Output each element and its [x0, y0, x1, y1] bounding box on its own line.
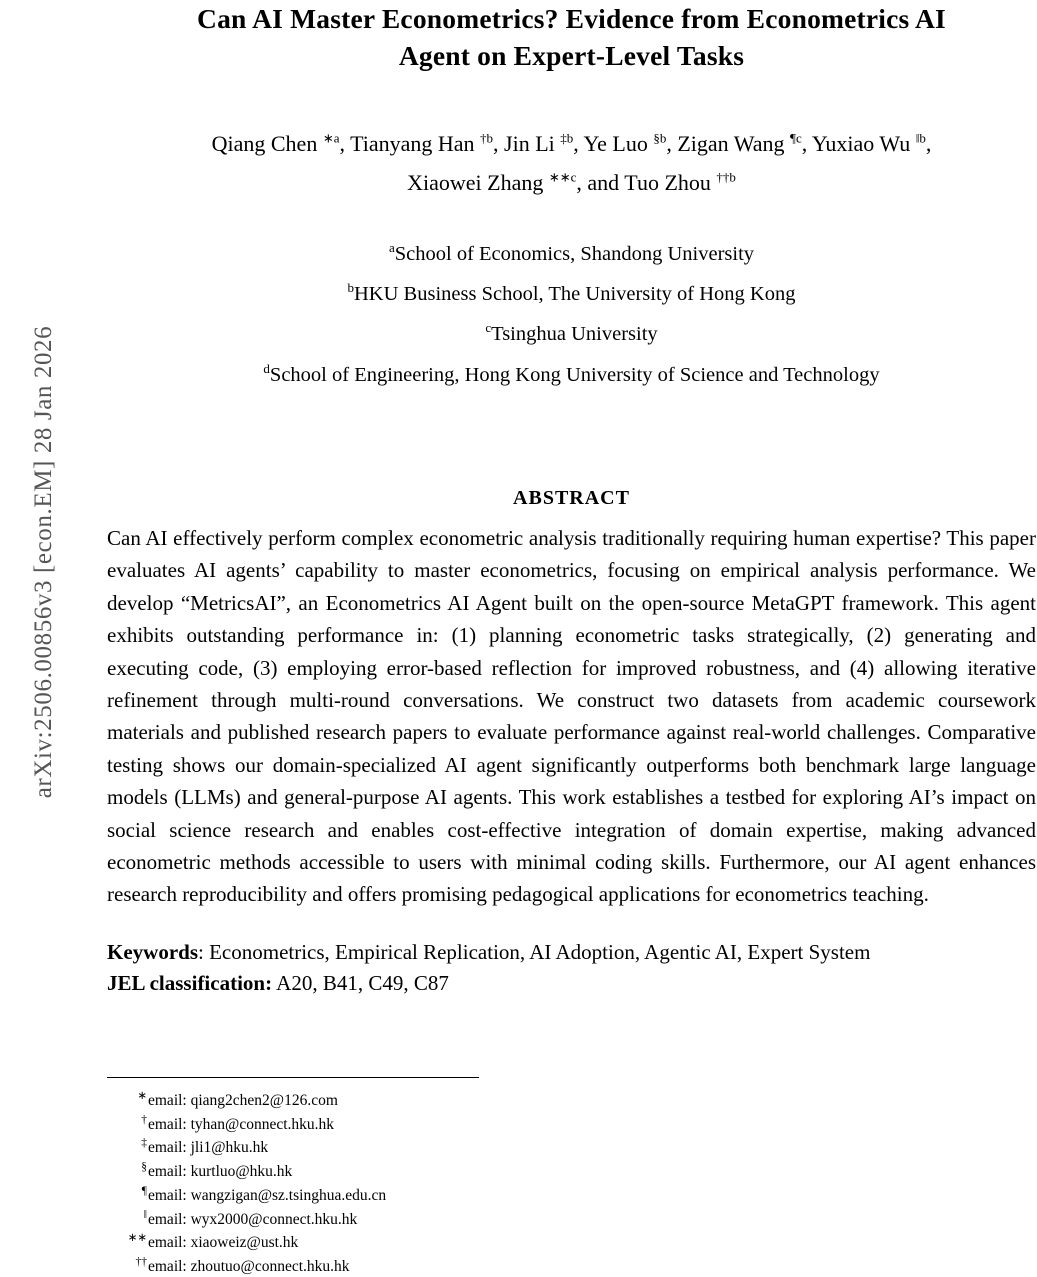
jel-value: A20, B41, C49, C87	[272, 970, 449, 995]
footnote-item	[125, 1087, 1036, 1111]
footnote-text: email: wyx2000@connect.hku.hk	[148, 1210, 358, 1228]
keywords-line	[107, 937, 1036, 968]
affiliation-a-text: School of Economics, Shandong University	[394, 242, 755, 265]
footnote-item	[125, 1253, 1036, 1277]
arxiv-identifier-stamp: arXiv:2506.00856v3 [econ.EM] 28 Jan 2026	[30, 325, 57, 799]
title-line-1: Can AI Master Econometrics? Evidence from Econometrics AI	[197, 3, 946, 34]
affiliation-c: $^c$Tsinghua University	[485, 320, 658, 346]
jel-line	[107, 968, 1036, 999]
footnote-list	[107, 1087, 1036, 1277]
title-line-2: Agent on Expert-Level Tasks	[398, 40, 745, 71]
footnote-mark: ††	[135, 1256, 147, 1269]
affiliation-d: $^d$School of Engineering, Hong Kong University of Science and Technology	[263, 360, 880, 386]
author-list	[107, 122, 1036, 199]
footnote-item	[125, 1182, 1036, 1206]
page-title	[107, 0, 1036, 74]
footnote-text: email: tyhan@connect.hku.hk	[148, 1115, 335, 1133]
abstract-heading: ABSTRACT	[513, 486, 630, 509]
footnote-item	[125, 1111, 1036, 1135]
footnote-text: email: xiaoweiz@ust.hk	[148, 1234, 299, 1252]
affiliation-list	[107, 231, 1036, 392]
author-line-1: Qiang Chen $^{∗a}$, Tianyang Han $^{\dagger b}$, Jin Li $^{\ddagger b}$, Ye Luo $^{\S b}$, Zigan Wang $^{\P c}$, Yuxiao Wu $^{‖b}$,	[211, 131, 932, 157]
footnote-text: email: qiang2chen2@126.com	[148, 1092, 338, 1109]
footnote-text: email: jli1@hku.hk	[148, 1139, 269, 1157]
footnote-divider	[107, 1077, 479, 1078]
footnote-mark: ‡	[141, 1137, 147, 1150]
keywords-value: : Econometrics, Empirical Replication, AI Adoption, Agentic AI, Expert System	[198, 939, 871, 964]
footnote-item	[125, 1134, 1036, 1158]
footnote-mark: ∗	[137, 1089, 147, 1102]
affiliation-c-text: Tsinghua University	[491, 323, 658, 346]
footnote-text: email: wangzigan@sz.tsinghua.edu.cn	[148, 1187, 387, 1204]
footnote-text: email: kurtluo@hku.hk	[148, 1163, 293, 1181]
footnote-item	[125, 1158, 1036, 1182]
jel-label: JEL classification:	[107, 970, 273, 995]
footnote-mark: ∗∗	[127, 1232, 147, 1245]
footnote-text: email: zhoutuo@connect.hku.hk	[148, 1258, 350, 1276]
affiliation-d-text: School of Engineering, Hong Kong University of Science and Technology	[269, 363, 880, 386]
footnote-mark: §	[141, 1161, 147, 1174]
affiliation-b: $^b$HKU Business School, The University of Hong Kong	[347, 279, 796, 305]
footnote-mark: ¶	[141, 1184, 147, 1197]
keywords-label: Keywords	[107, 939, 198, 964]
affiliation-b-text: HKU Business School, The University of Hong Kong	[354, 282, 796, 305]
footnote-mark: †	[141, 1113, 147, 1126]
author-line-2: Xiaowei Zhang $^{∗∗c}$, and Tuo Zhou $^{\dagger\dagger b}$	[407, 169, 736, 195]
footnote-item	[125, 1206, 1036, 1230]
abstract-text: Can AI effectively perform complex econometric analysis traditionally requiring human expertise? This paper evaluates AI agents’ capability to master econometrics, focusing on empirical analysis performance. We develop “MetricsAI”, an Econometrics AI Agent built on the open-source MetaGPT framework. This agent exhibits outstanding performance in: (1) planning econometric tasks strategically, (2) generating and executing code, (3) employing error-based reflection for improved robustness, and (4) allowing iterative refinement through multi-round conversations. We construct two datasets from academic coursework materials and published research papers to evaluate performance against real-world challenges. Comparative testing shows our domain-specialized AI agent significantly outperforms both benchmark large language models (LLMs) and general-purpose AI agents. This work establishes a testbed for exploring AI’s impact on social science research and enables cost-effective integration of domain expertise, making advanced econometric methods accessible to users with minimal coding skills. Furthermore, our AI agent enhances research reproducibility and offers promising pedagogical applications for econometrics teaching.	[107, 525, 1036, 907]
affiliation-a: $^a$School of Economics, Shandong University	[388, 239, 755, 265]
paper-page	[107, 0, 1036, 1276]
footnote-item	[125, 1229, 1036, 1253]
footnote-mark: ‖	[143, 1208, 147, 1221]
